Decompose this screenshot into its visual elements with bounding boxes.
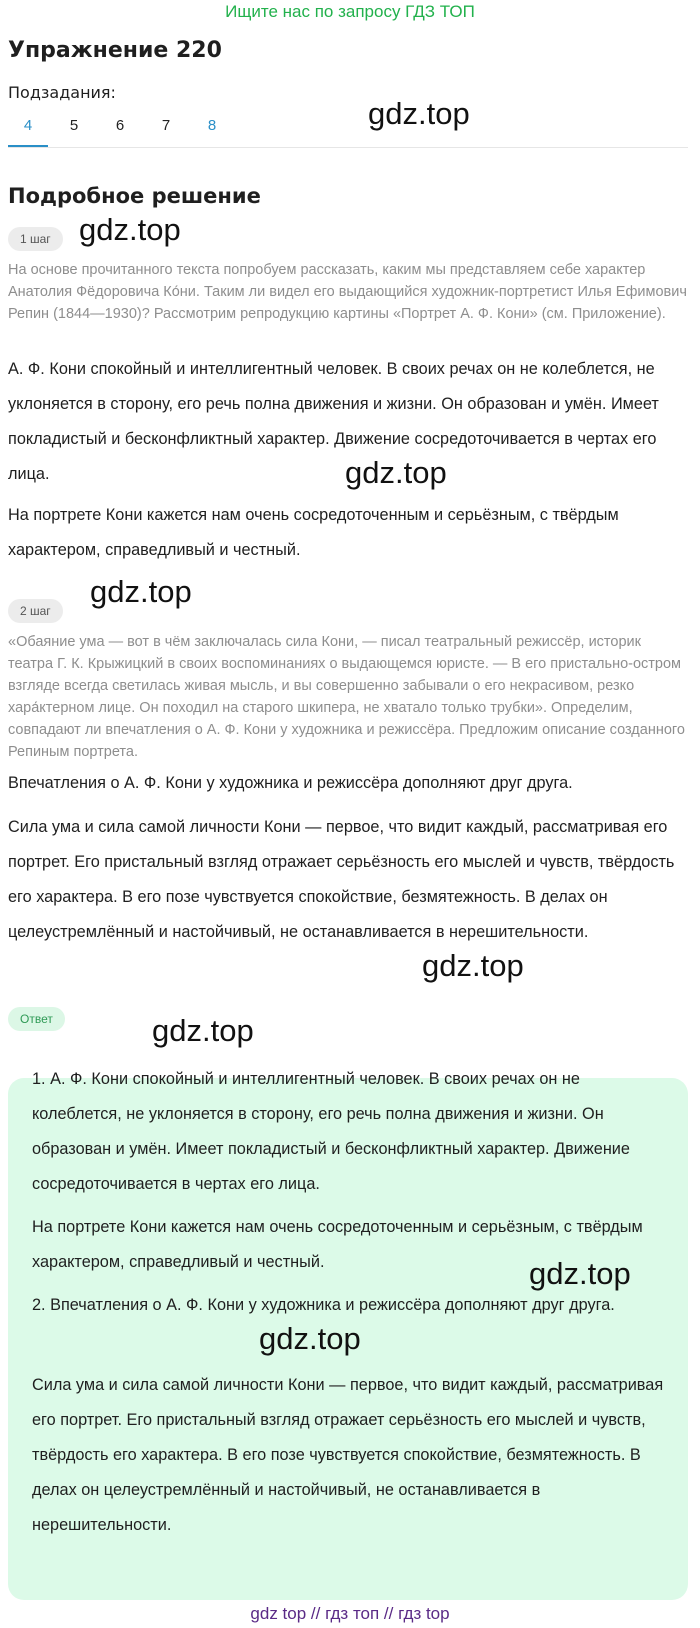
subtasks-label: Подзадания: — [8, 83, 116, 102]
answer-badge: Ответ — [8, 1007, 65, 1031]
answer-paragraph-3: 2. Впечатления о А. Ф. Кони у художника и режиссёра дополняют друг друга. — [32, 1296, 615, 1314]
step-1-badge: 1 шаг — [8, 227, 63, 251]
step-2-paragraph-2: Сила ума и сила самой личности Кони — первое, что видит каждый, рассматривая его портрет. Его пристальный взгляд отражает серьёзность его мыслей и чувств, твёрдость его характера. В его позе чувствуется спокойствие, безмятежность. В делах он целеустремлённый и настойчивый, не останавливается в нерешительности. — [8, 818, 675, 941]
step-1-paragraph-1: А. Ф. Кони спокойный и интеллигентный человек. В своих речах он не колеблется, не уклоняется в сторону, его речь полна движения и жизни. Он образован и умён. Имеет покладистый и бесконфликтный характер. Движение сосредоточивается в чертах его лица. — [8, 360, 659, 483]
tabs-divider — [8, 147, 688, 148]
step-2-paragraph-1: Впечатления о А. Ф. Кони у художника и режиссёра дополняют друг друга. — [8, 774, 573, 792]
watermark: gdz.top — [90, 574, 192, 609]
watermark: gdz.top — [79, 212, 181, 247]
subtask-tab-4[interactable]: 4 — [8, 113, 48, 147]
answer-paragraph-2: На портрете Кони кажется нам очень сосредоточенным и серьёзным, с твёрдым характером, справедливый и честный. — [32, 1218, 643, 1271]
subtask-tab-7[interactable]: 7 — [161, 117, 171, 134]
footer-links[interactable]: gdz top // гдз топ // гдз top — [250, 1604, 450, 1623]
solution-title: Подробное решение — [8, 184, 261, 208]
watermark: gdz.top — [345, 455, 447, 490]
answer-paragraph-4: Сила ума и сила самой личности Кони — первое, что видит каждый, рассматривая его портрет. Его пристальный взгляд отражает серьёзность его мыслей и чувств, твёрдость его характера. В его позе чувствуется спокойствие, безмятежность. В делах он целеустремлённый и настойчивый, не останавливается в нерешительности. — [32, 1376, 664, 1534]
subtask-tab-8[interactable]: 8 — [207, 117, 217, 134]
step-2-badge: 2 шаг — [8, 599, 63, 623]
watermark: gdz.top — [259, 1321, 361, 1356]
subtask-tab-6[interactable]: 6 — [115, 117, 125, 134]
watermark: gdz.top — [422, 948, 524, 983]
step-2-hint: «Обаяние ума — вот в чём заключалась сила Кони, — писал театральный режиссёр, историк театра Г. К. Крыжицкий в своих воспоминаниях о выдающемся юристе. — В его пристально-остром взгляде всегда светилась живая мысль, и вы совершенно забывали о его некрасивом, резко хара́ктерном лице. Он походил на старого шкипера, не хватало только трубки». Определим, совпадают ли впечатления о А. Ф. Кони у художника и режиссёра. Предложим описание созданного Репиным портрета. — [8, 634, 685, 760]
watermark: gdz.top — [368, 96, 470, 131]
answer-paragraph-1: 1. А. Ф. Кони спокойный и интеллигентный человек. В своих речах он не колеблется, не уклоняется в сторону, его речь полна движения и жизни. Он образован и умён. Имеет покладистый и бесконфликтный характер. Движение сосредоточивается в чертах его лица. — [32, 1070, 630, 1193]
watermark: gdz.top — [152, 1013, 254, 1048]
page-title: Упражнение 220 — [8, 38, 222, 63]
step-1-paragraph-2: На портрете Кони кажется нам очень сосредоточенным и серьёзным, с твёрдым характером, справедливый и честный. — [8, 506, 619, 559]
search-banner: Ищите нас по запросу ГДЗ ТОП — [225, 2, 475, 21]
watermark: gdz.top — [529, 1256, 631, 1291]
subtask-tabs — [8, 113, 688, 147]
step-1-hint: На основе прочитанного текста попробуем рассказать, каким мы представляем себе характер Анатолия Фёдоровича Ко́ни. Таким ли видел его выдающийся художник-портретист Илья Ефимович Репин (1844—1930)? Рассмотрим репродукцию картины «Портрет А. Ф. Кони» (см. Приложение). — [8, 262, 687, 322]
subtask-tab-5[interactable]: 5 — [69, 117, 79, 134]
